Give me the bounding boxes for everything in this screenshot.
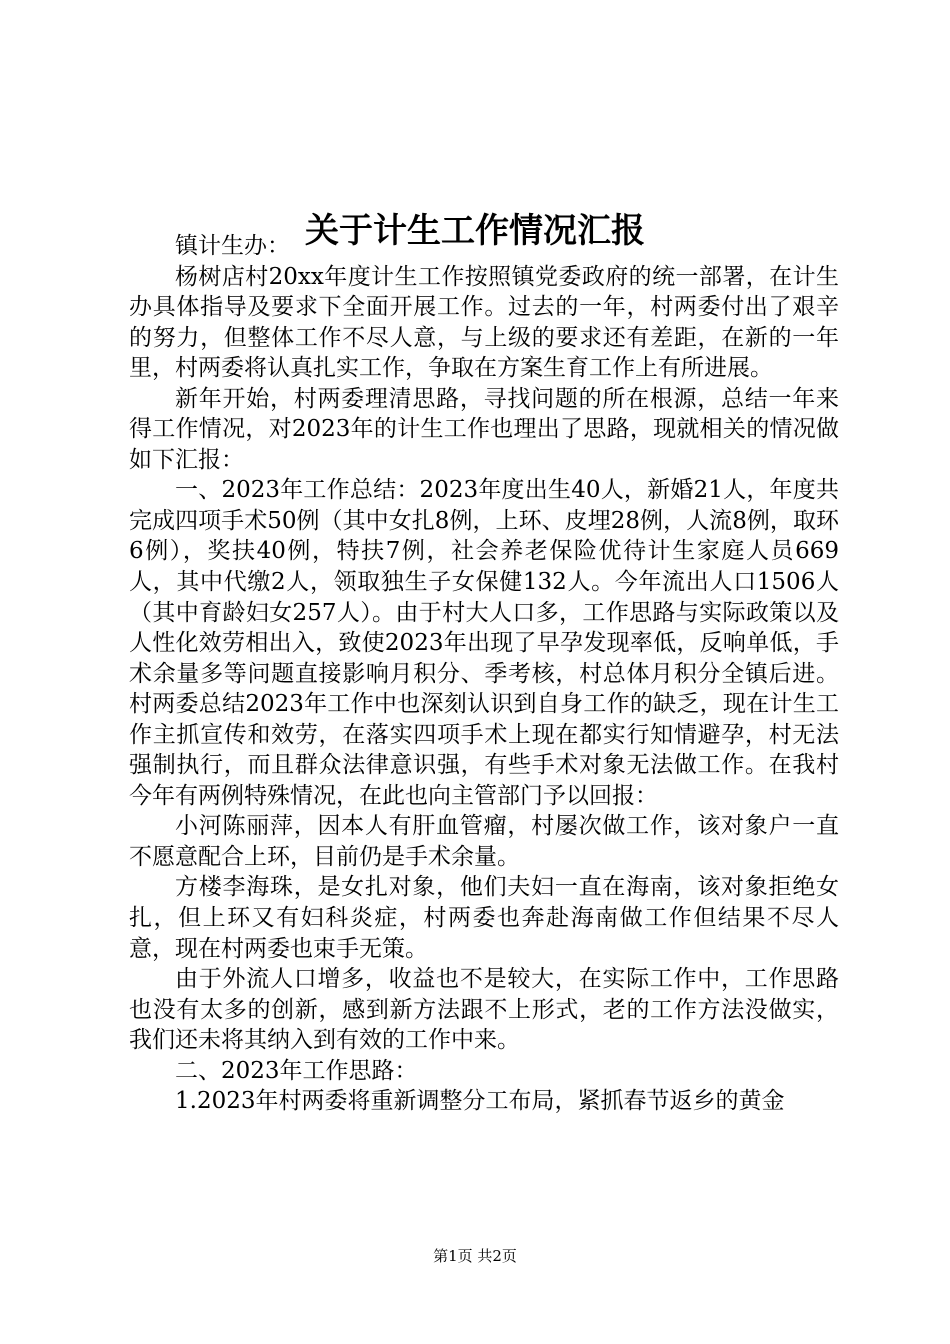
page-number-footer: 第1页 共2页 [433, 1247, 517, 1265]
document-body [129, 231, 839, 1117]
paragraph-summary: 一、2023年工作总结：2023年度出生40人，新婚21人，年度共完成四项手术50例（其中女扎8例，上环、皮埋28例，人流8例，取环6例），奖扶40例，特扶7例，社会养老保险优待计生家庭人员669人，其中代缴2人，领取独生子女保健132人。今年流出人口1506人（其中育龄妇女257人）。由于村大人口多，工作思路与实际政策以及人性化效劳相出入，致使2023年出现了早孕发现率低，反响单低，手术余量多等问题直接影响月积分、季考核，村总体月积分全镇后进。村两委总结2023年工作中也深刻认识到自身工作的缺乏，现在计生工作主抓宣传和效劳，在落实四项手术上现在都实行知情避孕，村无法强制执行，而且群众法律意识强，有些手术对象无法做工作。在我村今年有两例特殊情况，在此也向主管部门予以回报： [129, 477, 839, 809]
paragraph-case-1: 小河陈丽萍，因本人有肝血管瘤，村屡次做工作，该对象户一直不愿意配合上环，目前仍是手术余量。 [129, 813, 839, 870]
paragraph-new-year: 新年开始，村两委理清思路，寻找问题的所在根源，总结一年来得工作情况，对2023年的计生工作也理出了思路，现就相关的情况做如下汇报： [129, 385, 839, 473]
paragraph-plan-item-1: 1.2023年村两委将重新调整分工布局，紧抓春节返乡的黄金 [175, 1088, 785, 1115]
document-title: 关于计生工作情况汇报 [305, 210, 645, 251]
paragraph-problems: 由于外流人口增多，收益也不是较大，在实际工作中，工作思路也没有太多的创新，感到新方法跟不上形式，老的工作方法没做实，我们还未将其纳入到有效的工作中来。 [129, 966, 839, 1054]
salutation: 镇计生办： [175, 233, 290, 259]
section-heading-plan: 二、2023年工作思路： [175, 1057, 418, 1084]
paragraph-intro: 杨树店村20xx年度计生工作按照镇党委政府的统一部署，在计生办具体指导及要求下全面开展工作。过去的一年，村两委付出了艰辛的努力，但整体工作不尽人意，与上级的要求还有差距，在新的一年里，村两委将认真扎实工作，争取在方案生育工作上有所进展。 [129, 263, 839, 382]
paragraph-case-2: 方楼李海珠，是女扎对象，他们夫妇一直在海南，该对象拒绝女扎，但上环又有妇科炎症，村两委也奔赴海南做工作但结果不尽人意，现在村两委也束手无策。 [129, 874, 839, 962]
